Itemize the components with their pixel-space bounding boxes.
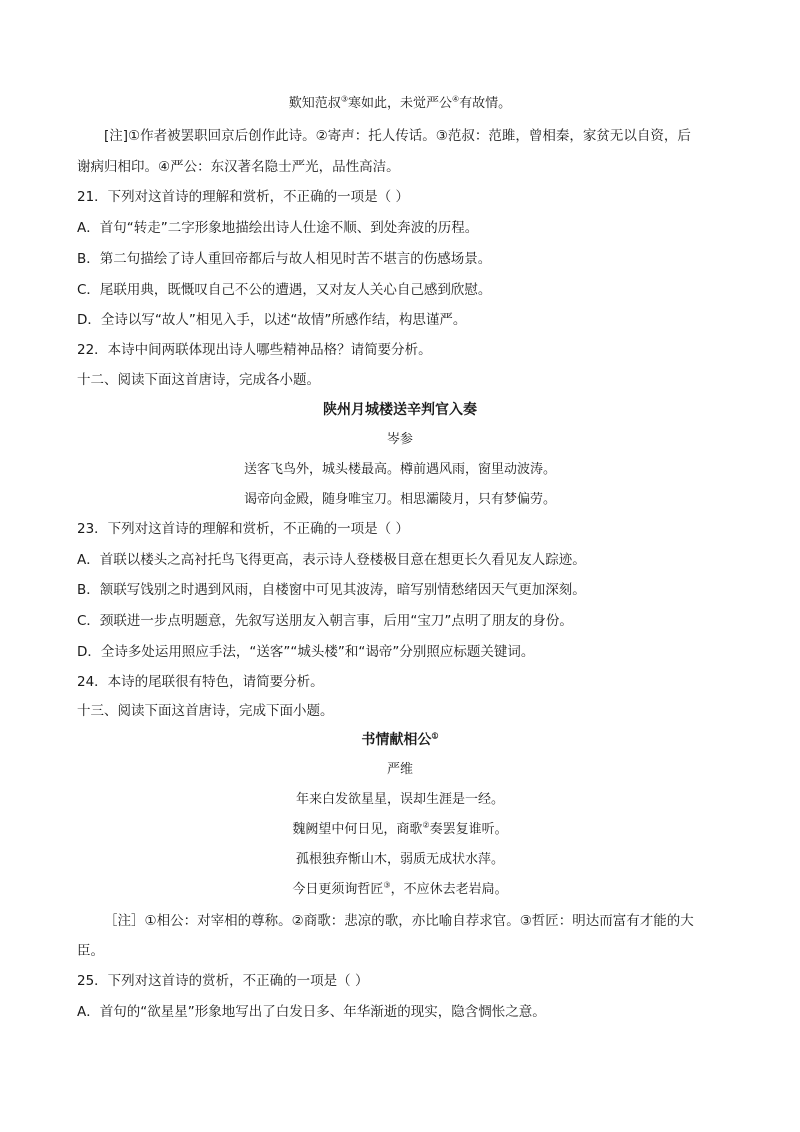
q21-option-d: D．全诗以写“故人”相见入手，以述“故情”所感作结，构思谨严。: [77, 312, 467, 328]
poem-text: 魏阙望中何日见，商歌: [292, 822, 423, 837]
section-12-heading: 十二、阅读下面这首唐诗，完成各小题。: [77, 372, 320, 388]
note-mark: ③: [340, 94, 348, 104]
question-25-stem: 25．下列对这首诗的赏析，不正确的一项是（ ）: [77, 973, 369, 989]
poem-text: 寒如此，未觉严公: [347, 96, 452, 111]
q23-option-a: A．首联以楼头之高衬托鸟飞得更高，表示诗人登楼极目意在想更长久看见友人踪迹。: [77, 552, 586, 568]
question-22-stem: 22．本诗中间两联体现出诗人哪些精神品格？请简要分析。: [77, 342, 432, 358]
poem-text: 有故情。: [459, 96, 512, 111]
q21-option-a: A．首句“转走”二字形象地描绘出诗人仕途不顺、到处奔波的历程。: [77, 220, 479, 236]
section-12-author: 岑参: [386, 432, 413, 447]
q23-option-c: C．颈联进一步点明题意，先叙写送朋友入朝言事，后用“宝刀”点明了朋友的身份。: [77, 613, 573, 629]
section-13-poem-line3: [0, 851, 800, 869]
section-13-poem-line1: [0, 791, 800, 809]
poem1-last-line: [0, 95, 800, 113]
poem-title-text: 书情献相公: [361, 732, 432, 748]
section-13-poem-line2: [0, 821, 800, 839]
section-12-poem-line2: 谒帝向金殿，随身唯宝刀。相思灞陵月，只有梦偏劳。: [243, 492, 556, 507]
note-mark: ②: [422, 820, 430, 830]
question-21-stem: 21．下列对这首诗的理解和赏析，不正确的一项是（ ）: [77, 189, 409, 205]
poem-text: 今日更须询哲匠: [292, 882, 384, 897]
section-13-note-line2: 臣。: [77, 943, 104, 959]
q23-option-b: B．颔联写饯别之时遇到风雨，自楼窗中可见其波涛，暗写别情愁绪因天气更加深刻。: [77, 582, 586, 598]
q23-option-d: D．全诗多处运用照应手法，“送客”“城头楼”和“谒帝”分别照应标题关键词。: [77, 644, 535, 660]
section-13-heading: 十三、阅读下面这首唐诗，完成下面小题。: [77, 703, 334, 719]
poem-text: ，不应休去老岩扃。: [390, 882, 508, 897]
poem-text: 奏罢复谁听。: [429, 822, 508, 837]
section-13-poem-title: [0, 731, 800, 749]
note-mark: ④: [452, 94, 460, 104]
section-12-poem-line1: 送客飞鸟外，城头楼最高。樽前遇风雨，窗里动波涛。: [243, 462, 556, 477]
note-mark: ③: [383, 880, 391, 890]
poem1-note-line1: [注]①作者被罢职回京后创作此诗。②寄声：托人传话。③范叔：范雎，曾相秦，家贫无以自资，后: [104, 128, 691, 144]
section-13-note-line1: ［注］①相公：对宰相的尊称。②商歌：悲凉的歌，亦比喻自荐求官。③哲匠：明达而富有才能的大: [104, 913, 694, 929]
poem-text: 年来白发欲星星，误却生涯是一经。: [295, 792, 504, 807]
q21-option-b: B．第二句描绘了诗人重回帝都后与故人相见时苦不堪言的伤感场景。: [77, 251, 492, 267]
section-12-poem-title: 陕州月城楼送辛判官入奏: [323, 402, 477, 418]
section-13-poem-line4: [0, 881, 800, 899]
poem-text: 孤根独弃惭山木，弱质无成状水萍。: [295, 852, 504, 867]
question-23-stem: 23．下列对这首诗的理解和赏析，不正确的一项是（ ）: [77, 521, 409, 537]
poem-text: 歎知范叔: [288, 96, 341, 111]
q21-option-c: C．尾联用典，既慨叹自己不公的遭遇，又对友人关心自己感到欣慰。: [77, 282, 492, 298]
section-13-author: 严维: [386, 762, 413, 777]
question-24-stem: 24．本诗的尾联很有特色，请简要分析。: [77, 674, 324, 690]
note-mark: ①: [431, 730, 439, 741]
poem1-note-line2: 谢病归相印。④严公：东汉著名隐士严光，品性高洁。: [77, 159, 400, 175]
q25-option-a: A．首句的“欲星星”形象地写出了白发日多、年华渐逝的现实，隐含惆怅之意。: [77, 1004, 546, 1020]
